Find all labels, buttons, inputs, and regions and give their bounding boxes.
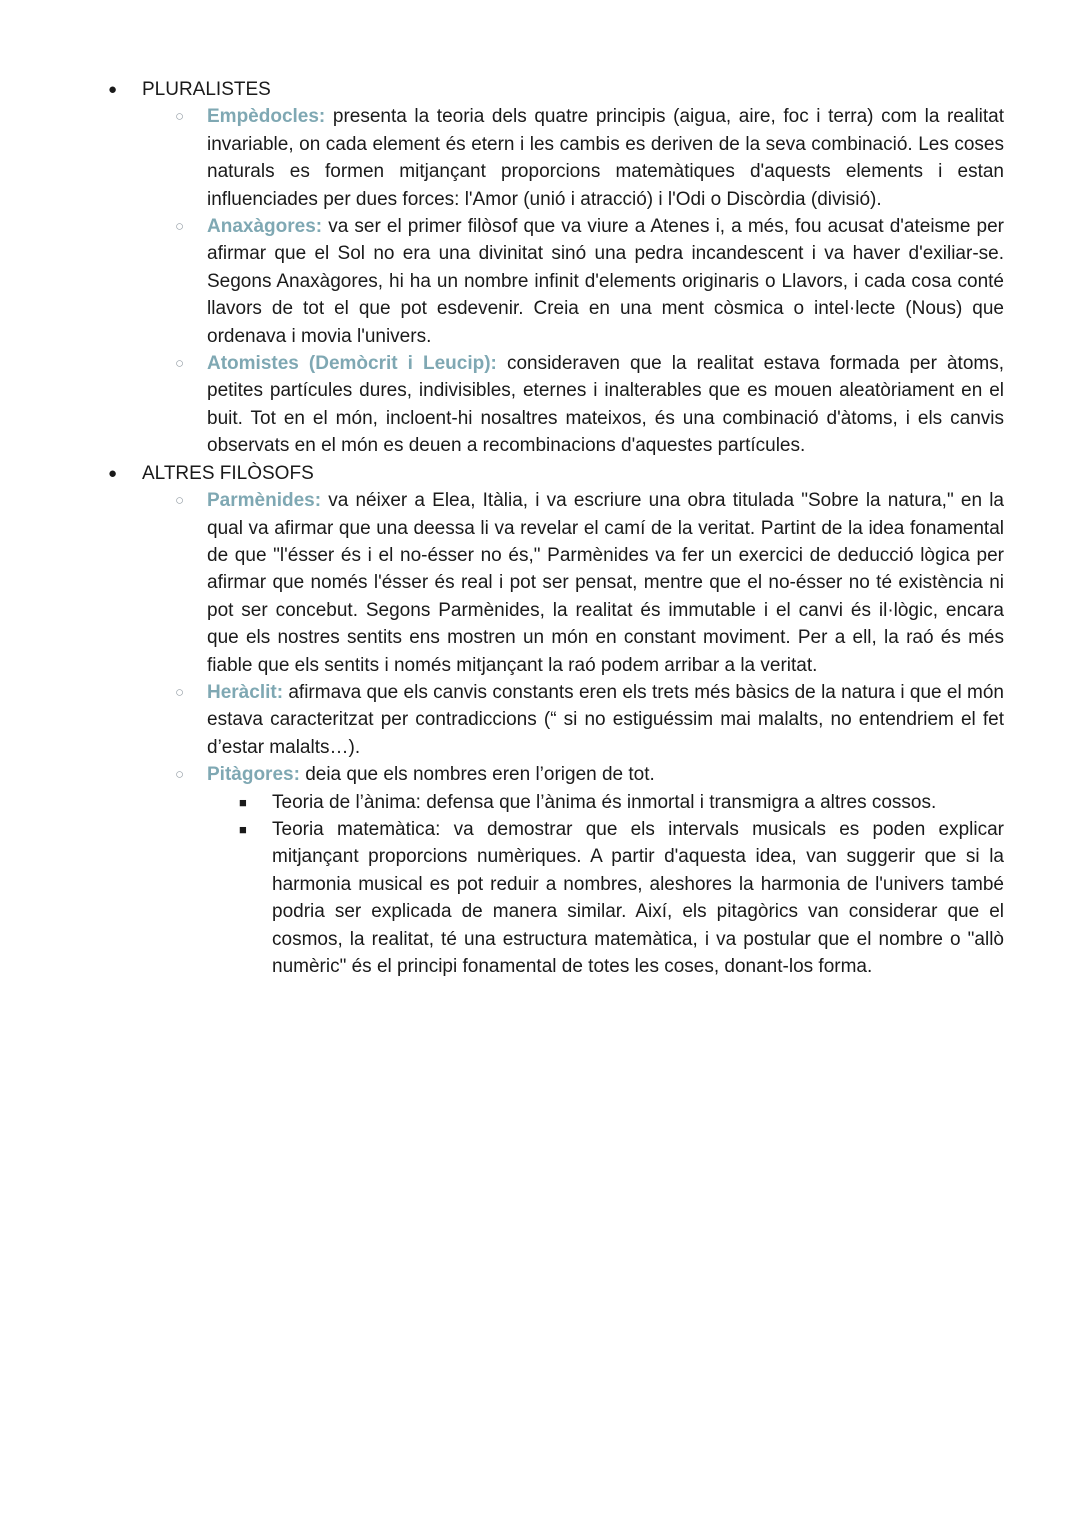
philosopher-description: afirmava que els canvis constants eren els trets més bàsics de la natura i que el món estava caracteritzat per contradiccions (“ si no estiguéssim mai malalts, no entendriem el fet d’estar malalts…). xyxy=(207,681,1005,758)
hollow-circle-bullet-icon: ○ xyxy=(175,492,185,510)
document-body xyxy=(108,76,1004,980)
section-heading-text: ALTRES FILÒSOFS xyxy=(142,462,314,484)
square-bullet-icon: ■ xyxy=(239,821,247,837)
hollow-circle-bullet-icon: ○ xyxy=(175,108,185,126)
list-item-atomistes xyxy=(175,350,1005,460)
list-item-parmenides xyxy=(175,487,1004,679)
list-item-pitagores xyxy=(175,761,1004,788)
list-item-anaxagores xyxy=(175,213,1004,350)
philosopher-name: Anaxàgores: xyxy=(207,216,323,238)
hollow-circle-bullet-icon: ○ xyxy=(175,683,185,701)
philosopher-description: presenta la teoria dels quatre principis (aigua, aire, foc i terra) com la realitat invariable, on cada element és etern i les cambis es deriven de la seva combinació. Les coses naturals es formen mitjançant proporcions matemàtiques d'aquests elements i estan influenciades per dues forces: l'Amor (unió i atracció) i l'Odi o Discòrdia (divisió). xyxy=(207,106,1005,210)
hollow-circle-bullet-icon: ○ xyxy=(175,355,185,373)
section-heading-pluralistes xyxy=(108,76,1004,103)
sub-item-text: Teoria de l’ànima: defensa que l’ànima és inmortal i transmigra a altres cossos. xyxy=(272,791,937,813)
sub-item-teoria-anima xyxy=(239,789,1004,816)
philosopher-description: consideraven que la realitat estava formada per àtoms, petites partícules dures, indivisibles, eternes i inalterables que es mouen aleatòriament en el buit. Tot en el món, incloent-hi nosaltres mateixos, és una combinació d'àtoms, i els canvis observats en el món es deuen a recombinacions d'aquestes partícules. xyxy=(207,353,1005,457)
section-heading-altres-filosofs xyxy=(108,460,1004,487)
philosopher-description: va néixer a Elea, Itàlia, i va escriure una obra titulada "Sobre la natura," en la qual va afirmar que una deessa li va revelar el camí de la veritat. Partint de la idea fonamental de que "l'ésser és i el no-ésser no és," Parmènides va fer un exercici de deducció lògica per afirmar que només l'ésser és real i pot ser pensat, mentre que el no-ésser no té existència ni pot ser concebut. Segons Parmènides, la realitat és immutable i el canvi és il·lògic, encara que els nostres sentits ens mostren un món en constant moviment. Per a ell, la raó és més fiable que els sentits i només mitjançant la raó podem arribar a la veritat. xyxy=(207,490,1004,676)
sub-item-teoria-matematica xyxy=(239,816,1004,980)
list-item-heraclit xyxy=(175,679,1005,761)
hollow-circle-bullet-icon: ○ xyxy=(175,218,185,236)
list-item-empedocles xyxy=(175,103,1005,213)
philosopher-name: Parmènides: xyxy=(207,490,322,512)
philosopher-name: Atomistes (Demòcrit i Leucip): xyxy=(207,353,497,375)
philosopher-name: Heràclit: xyxy=(207,681,284,703)
philosopher-name: Empèdocles: xyxy=(207,106,326,128)
philosopher-description: va ser el primer filòsof que va viure a Atenes i, a més, fou acusat d'ateisme per afirmar que el Sol no era una divinitat sinó una pedra incandescent i va haver d'exiliar-se. Segons Anaxàgores, hi ha un nombre infinit d'elements originaris o Llavors, i cada cosa conté llavors de tot el que pot esdevenir. Creia en una ment còsmica o intel·lecte (Nous) que ordenava i movia l'univers. xyxy=(207,216,1004,347)
square-bullet-icon: ■ xyxy=(239,794,247,810)
filled-circle-bullet-icon: ● xyxy=(108,81,118,98)
sub-item-text: Teoria matemàtica: va demostrar que els intervals musicals es poden explicar mitjançant proporcions numèriques. A partir d'aquesta idea, van suggerir que si la harmonia musical es pot reduir a nombres, aleshores la harmonia de l'univers també podria ser explicada de manera similar. Així, els pitagòrics van considerar que el cosmos, la realitat, té una estructura matemàtica, i va postular que el nombre o "allò numèric" és el principi fonamental de totes les coses, donant-los forma. xyxy=(272,818,1004,977)
philosopher-name: Pitàgores: xyxy=(207,764,300,786)
filled-circle-bullet-icon: ● xyxy=(108,464,118,482)
philosopher-description: deia que els nombres eren l’origen de tot. xyxy=(305,764,655,786)
hollow-circle-bullet-icon: ○ xyxy=(175,766,185,784)
section-heading-text: PLURALISTES xyxy=(142,79,271,100)
